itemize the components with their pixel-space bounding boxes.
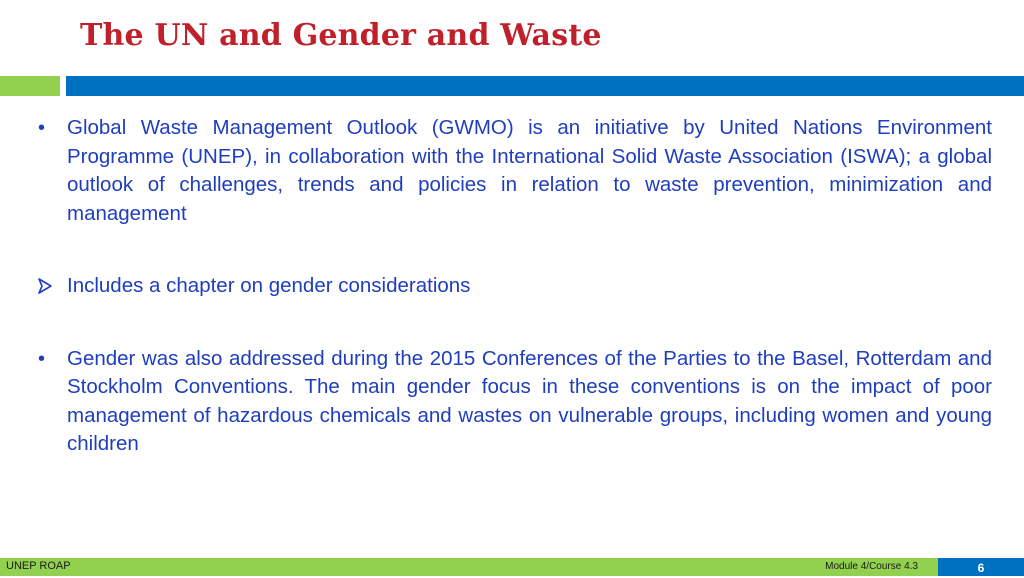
page-number: 6 [938,558,1024,576]
bullet-text: Gender was also addressed during the 2015 Conferences of the Parties to the Basel, Rotterdam and Stockholm Conventions. The main gender focus in these conventions is on the impact of poor management of hazardous chemicals and wastes on vulnerable groups, including women and young children [67,346,992,455]
slide-title: The UN and Gender and Waste [80,18,602,53]
footer-org: UNEP ROAP [6,560,71,572]
footer-module: Module 4/Course 4.3 [825,561,918,572]
header-green-bar [0,76,60,96]
arrow-bullet-icon [36,273,56,299]
bullet-text: Global Waste Management Outlook (GWMO) is an initiative by United Nations Environment Programme (UNEP), in collaboration with the International Solid Waste Association (ISWA); a global outlook of challenges, trends and policies in relation to waste prevention, minimization and management [67,116,992,225]
footer-bar [0,558,1024,576]
slide-content [30,114,992,459]
bullet-item-gender-chapter [30,272,992,301]
header-blue-bar [66,76,1024,96]
bullet-text: Includes a chapter on gender considerations [67,274,471,297]
bullet-icon: • [38,117,46,139]
bullet-item-gwmo [30,114,992,228]
bullet-item-conventions [30,345,992,459]
bullet-icon: • [38,347,46,370]
